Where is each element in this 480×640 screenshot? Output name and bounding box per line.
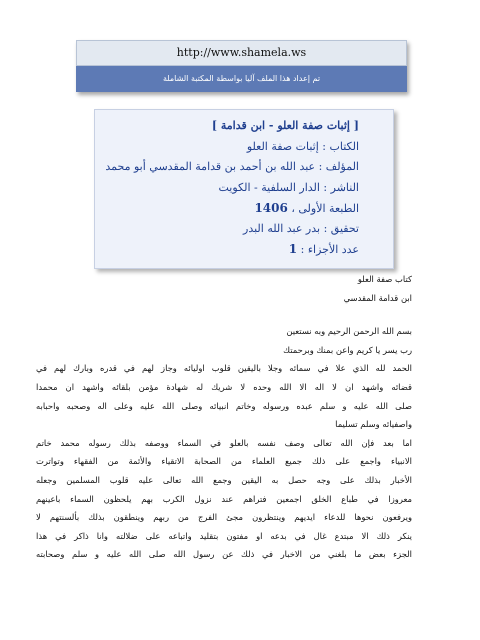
book-name: الكتاب : إثبات صفة العلو [246,139,359,153]
generated-note: تم إعداد هذا الملف آليا بواسطة المكتبة الشاملة [76,66,407,92]
paragraph-line: اما بعد فإن الله تعالى وصف نفسه بالعلو في السماء ووصفه بذلك رسوله محمد خاتم [36,437,412,448]
paragraph-line: ينكر ذلك الا مبتدع غال في بدعه او مفتون بتقليد واتباعه على ضلالته وانا ذاكر في هذا [36,530,412,541]
paragraph-line: معروزا في طباع الخلق اجمعين فتراهم عند نزول الكرب بهم يلحظون السماء باعينهم [36,493,412,504]
book-parts [105,239,359,260]
paragraph-line: واصفيائه وسلم تسليما [335,419,412,430]
book-title: [ إثبات صفة العلو - ابن قدامة ] [211,119,359,132]
invocation: رب يسر يا كريم واعن بمنك وبرحمتك [283,344,412,355]
paragraph-line: الحمد لله الذي علا في سمائه وجلا باليقين قلوب اوليائه وجاز لهم في قدره وبارك لهم في [36,363,412,374]
book-publisher: الناشر : الدار السلفية - الكويت [218,180,359,194]
site-url[interactable]: http://www.shamela.ws [76,40,407,66]
paragraph-line: قضائه واشهد ان لا اله الا الله وحده لا شريك له شهادة مؤمن بلقائه واشهد ان محمدا [36,381,412,392]
paragraph-line: الأخبار بذلك على وجه حصل به اليقين وجمع الله تعالى عليه قلوب المسلمين وجعله [36,474,412,485]
parts-count: 1 [288,242,298,256]
book-body [36,270,412,564]
basmala: بسم الله الرحمن الرحيم وبه نستعين [286,326,412,337]
author-line: ابن قدامة المقدسي [343,292,412,303]
edition-label: الطبعة الأولى ، [287,202,359,215]
parts-label: عدد الأجزاء : [297,243,359,256]
book-edition [105,198,359,219]
edition-year: 1406 [254,201,288,215]
paragraph-line: صلى الله عليه و سلم عبده ورسوله وخاتم انبيائه وصلى الله عليه وعلى اله وصحبه واحبابه [36,400,412,411]
paragraph-line: الجزء بعض ما بلغني من الاخبار في ذلك عن رسول الله صلى الله عليه و سلم وصحابته [36,549,412,560]
book-author: المؤلف : عبد الله بن أحمد بن قدامة المقدسي أبو محمد [105,160,359,173]
book-editor: تحقيق : بدر عبد الله البدر [243,221,359,235]
header-box [76,40,407,92]
book-heading: كتاب صفة العلو [357,274,412,284]
paragraph-line: الانبياء واجمع على ذلك جميع العلماء من الصحابة الاتقياء والأئمة من الفقهاء وتواترت [36,456,412,467]
book-metadata-box [94,109,394,269]
paragraph-line: ويرفعون نحوها للدعاء ايديهم وينتظرون مجئ الفرج من ربهم وينطقون بذلك بألسنتهم لا [36,512,412,523]
